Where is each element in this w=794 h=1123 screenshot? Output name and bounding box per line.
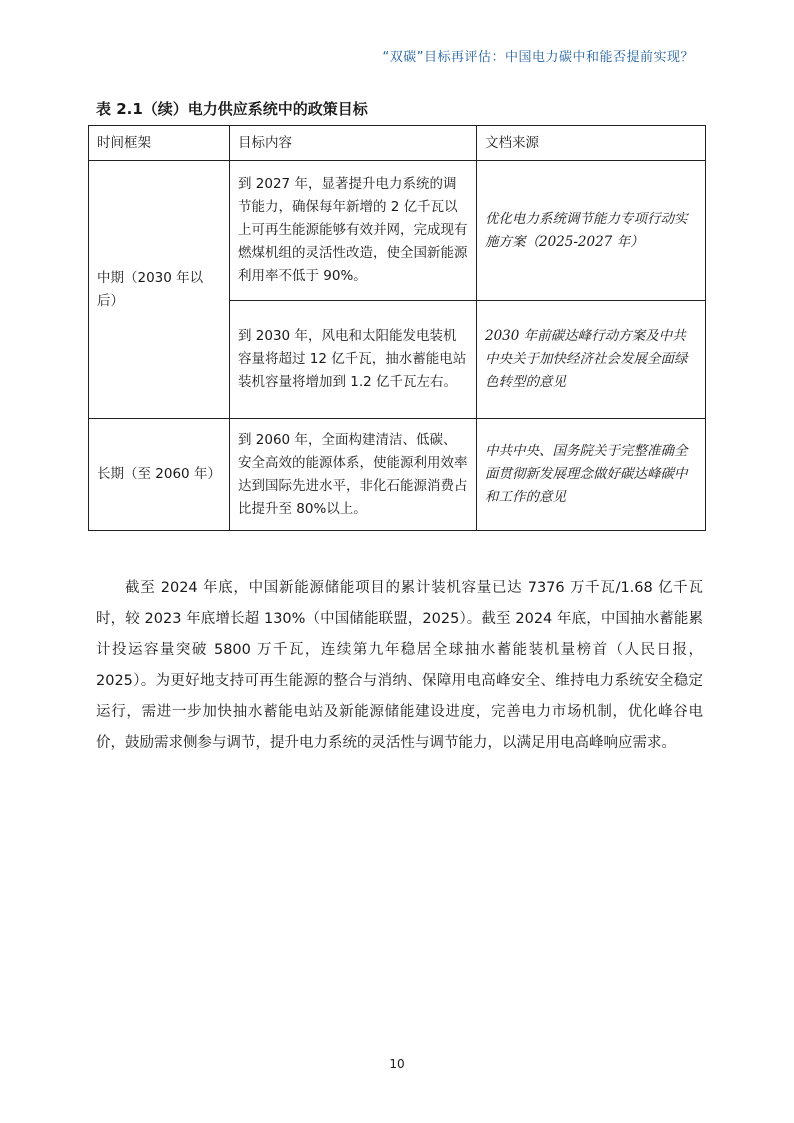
goal-cell: 到 2030 年，风电和太阳能发电装机容量将超过 12 亿千瓦，抽水蓄能电站装机容量将增加到 1.2 亿千瓦左右。 xyxy=(230,301,477,419)
source-cell: 中共中央、国务院关于完整准确全面贯彻新发展理念做好碳达峰碳中和工作的意见 xyxy=(477,419,706,531)
running-header: “双碳”目标再评估：中国电力碳中和能否提前实现？ xyxy=(382,50,694,65)
column-header-source: 文档来源 xyxy=(477,126,706,161)
goal-cell: 到 2060 年，全面构建清洁、低碳、安全高效的能源体系，使能源利用效率达到国际先进水平，非化石能源消费占比提升至 80%以上。 xyxy=(230,419,477,531)
page-number: 10 xyxy=(389,1057,405,1071)
table-row xyxy=(89,419,706,531)
policy-table xyxy=(88,125,706,531)
column-header-timeframe: 时间框架 xyxy=(89,126,230,161)
table-caption: 表 2.1（续）电力供应系统中的政策目标 xyxy=(96,100,368,118)
table-row xyxy=(89,161,706,301)
table-header-row xyxy=(89,126,706,161)
timeframe-cell-midterm: 中期（2030 年以后） xyxy=(89,161,230,419)
column-header-goal: 目标内容 xyxy=(230,126,477,161)
goal-cell: 到 2027 年，显著提升电力系统的调节能力，确保每年新增的 2 亿千瓦以上可再生能源能够有效并网，完成现有燃煤机组的灵活性改造，使全国新能源利用率不低于 90%。 xyxy=(230,161,477,301)
timeframe-cell-longterm: 长期（至 2060 年） xyxy=(89,419,230,531)
source-cell: 优化电力系统调节能力专项行动实施方案（2025-2027 年） xyxy=(477,161,706,301)
source-cell: 2030 年前碳达峰行动方案及中共中央关于加快经济社会发展全面绿色转型的意见 xyxy=(477,301,706,419)
body-paragraph: 截至 2024 年底，中国新能源储能项目的累计装机容量已达 7376 万千瓦/1.68 亿千瓦时，较 2023 年底增长超 130%（中国储能联盟，2025）。截至 2024 年底，中国抽水蓄能累计投运容量突破 5800 万千瓦，连续第九年稳居全球抽水蓄能装机量榜首（人民日报，2025）。为更好地支持可再生能源的整合与消纳、保障用电高峰安全、维持电力系统安全稳定运行，需进一步加快抽水蓄能电站及新能源储能建设进度，完善电力市场机制，优化峰谷电价，鼓励需求侧参与调节，提升电力系统的灵活性与调节能力，以满足用电高峰响应需求。 xyxy=(96,580,703,751)
